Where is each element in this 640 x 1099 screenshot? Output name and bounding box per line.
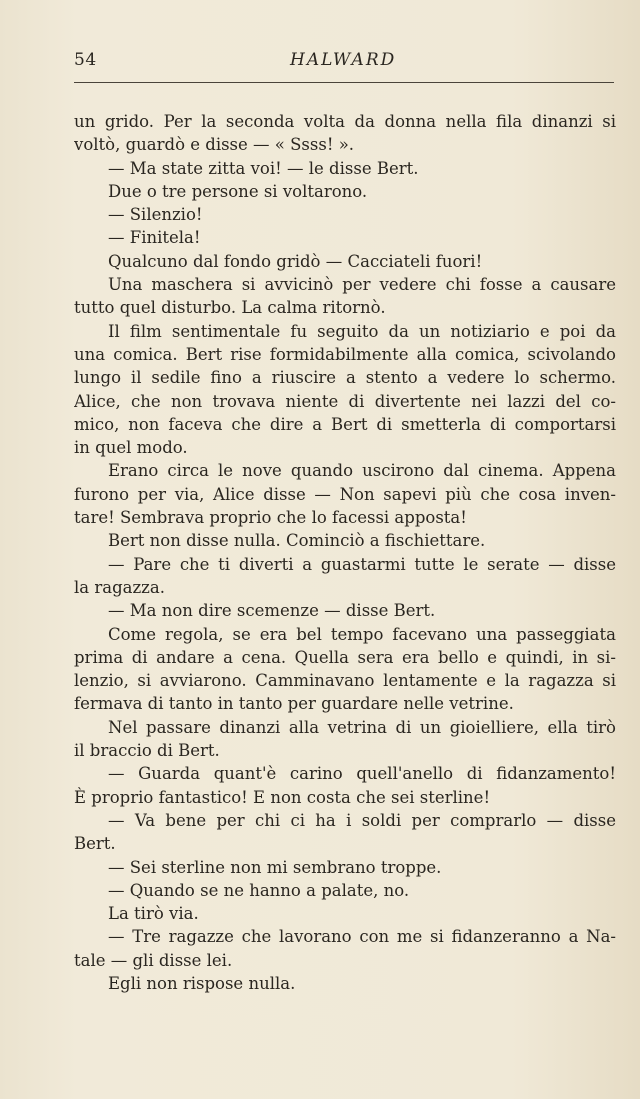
text-line: prima di andare a cena. Quella sera era bello e quindi, in si- xyxy=(74,647,616,667)
text-line: lungo il sedile fino a riuscire a stento a vedere lo schermo. xyxy=(74,368,616,388)
body-text xyxy=(74,110,616,995)
text-line: il braccio di Bert. xyxy=(74,741,220,761)
text-line: È proprio fantastico! E non costa che sei sterline! xyxy=(74,787,491,807)
text-line: — Finitela! xyxy=(108,228,201,248)
text-line: in quel modo. xyxy=(74,438,188,458)
header-rule xyxy=(74,82,614,83)
text-line: — Quando se ne hanno a palate, no. xyxy=(108,880,410,900)
text-line: — Va bene per chi ci ha i soldi per comprarlo — disse xyxy=(108,810,616,830)
text-line: Bert. xyxy=(74,834,116,854)
page-header xyxy=(74,50,616,74)
text-line: lenzio, si avviarono. Camminavano lentamente e la ragazza si xyxy=(74,671,616,691)
text-line: Come regola, se era bel tempo facevano una passeggiata xyxy=(108,624,616,644)
text-line: Una maschera si avvicinò per vedere chi fosse a causare xyxy=(108,275,616,295)
text-line: Alice, che non trovava niente di divertente nei lazzi del co- xyxy=(74,391,616,411)
text-line: la ragazza. xyxy=(74,577,165,597)
text-line: un grido. Per la seconda volta da donna nella fila dinanzi si xyxy=(74,112,616,131)
text-line: una comica. Bert rise formidabilmente alla comica, scivolando xyxy=(74,344,616,364)
page-number: 54 xyxy=(74,50,97,70)
text-line: — Sei sterline non mi sembrano troppe. xyxy=(108,857,442,877)
text-line: La tirò via. xyxy=(108,904,199,924)
running-title: HALWARD xyxy=(290,50,397,70)
text-line: tutto quel disturbo. La calma ritornò. xyxy=(74,298,386,318)
text-line: Egli non rispose nulla. xyxy=(108,973,296,993)
text-line: — Tre ragazze che lavorano con me si fidanzeranno a Na- xyxy=(108,927,616,947)
text-line: — Silenzio! xyxy=(108,205,203,225)
text-line: — Guarda quant'è carino quell'anello di fidanzamento! xyxy=(108,764,616,784)
text-line: Due o tre persone si voltarono. xyxy=(108,181,368,201)
text-line: Erano circa le nove quando uscirono dal cinema. Appena xyxy=(108,461,616,481)
text-line: Nel passare dinanzi alla vetrina di un gioielliere, ella tirò xyxy=(108,717,616,737)
text-line: voltò, guardò e disse — « Ssss! ». xyxy=(74,135,355,155)
text-line: tale — gli disse lei. xyxy=(74,950,233,970)
text-line: Il film sentimentale fu seguito da un notiziario e poi da xyxy=(108,321,616,341)
text-line: — Ma state zitta voi! — le disse Bert. xyxy=(108,158,419,178)
text-line: furono per via, Alice disse — Non sapevi più che cosa inven- xyxy=(74,484,616,504)
text-line: fermava di tanto in tanto per guardare nelle vetrine. xyxy=(74,694,514,714)
text-line: — Pare che ti diverti a guastarmi tutte le serate — disse xyxy=(108,554,616,574)
text-line: mico, non faceva che dire a Bert di smetterla di comportarsi xyxy=(74,414,616,434)
text-line: Qualcuno dal fondo gridò — Cacciateli fuori! xyxy=(108,251,483,271)
text-line: — Ma non dire scemenze — disse Bert. xyxy=(108,601,436,621)
text-line: tare! Sembrava proprio che lo facessi apposta! xyxy=(74,508,467,528)
text-line: Bert non disse nulla. Cominciò a fischiettare. xyxy=(108,531,486,551)
